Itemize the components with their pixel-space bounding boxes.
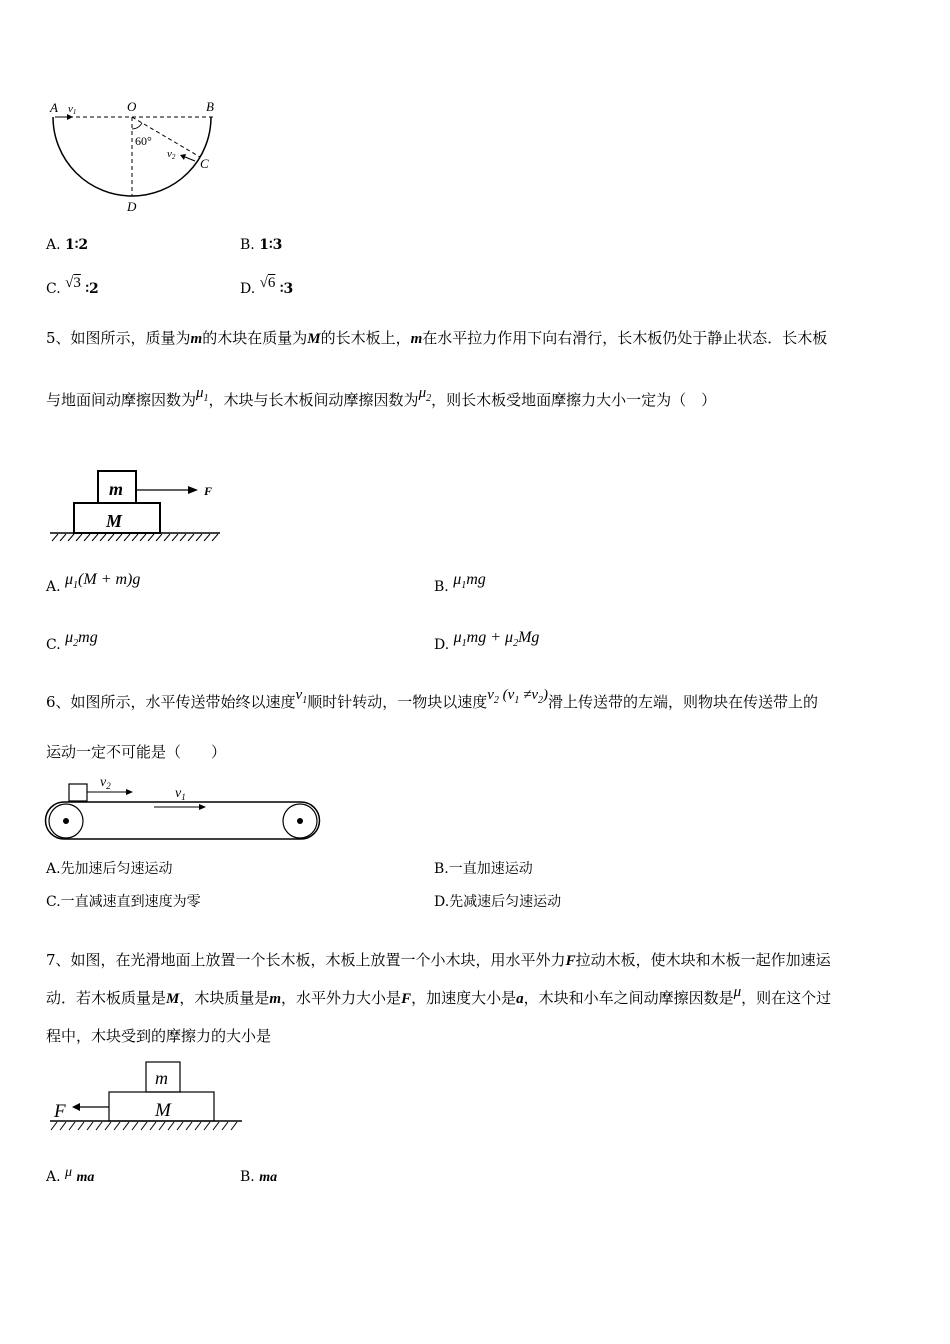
q5-label-F: F — [204, 484, 213, 498]
q5-ground-hatch — [52, 534, 218, 541]
q4-label-B: B — [206, 99, 214, 114]
q5-label-M: M — [106, 511, 123, 531]
q5-stem-line1: 5、如图所示，质量为m的木块在质量为M的长木板上，m在水平拉力作用下向右滑行，长木板仍处于静止状态．长木板 — [46, 329, 828, 347]
q4-v2-arrow — [185, 157, 195, 161]
q4-label-v1: v1 — [68, 103, 77, 116]
q4-label-C: C — [200, 156, 209, 171]
q5-option-d[interactable]: D. $\mu_1mg + \mu_2Mg$ — [434, 629, 540, 653]
q5-option-a[interactable]: A. $\mu_1(M + m)g$ — [46, 571, 141, 595]
q7-stem-line2: 动．若木板质量是M，木块质量是m，水平外力大小是F，加速度大小是a，木块和小车之间动摩擦因数是μ，则在这个过 — [46, 984, 832, 1007]
q5-option-c[interactable]: C. $\mu_2mg$ — [46, 629, 98, 653]
q4-option-a[interactable]: A. 1∶2 — [46, 237, 89, 253]
q7-stem-line1: 7、如图，在光滑地面上放置一个长木板，木板上放置一个小木块，用水平外力F拉动木板，使木块和木板一起作加速运 — [46, 951, 831, 969]
q4-label-O: O — [127, 99, 137, 114]
q4-angle-arc — [132, 123, 142, 129]
q5-label-m: m — [109, 479, 124, 499]
q4-option-c[interactable]: C. √3 ∶2 — [46, 275, 99, 297]
q4-label-D: D — [127, 199, 137, 214]
q6-option-c[interactable]: C.一直减速直到速度为零 — [46, 894, 201, 910]
q7-option-b[interactable]: B. ma — [240, 1169, 278, 1185]
q5-stem-line2: 与地面间动摩擦因数为$\mu_1$，木块与长木板间动摩擦因数为$\mu_2$，则长木板受地面摩擦力大小一定为（ ） — [46, 385, 717, 409]
q7-label-M: M — [155, 1100, 171, 1121]
q6-option-d[interactable]: D.先减速后匀速运动 — [434, 894, 562, 910]
q7-ground-hatch — [51, 1122, 237, 1130]
q5-option-b[interactable]: B. $\mu_1mg$ — [434, 571, 486, 595]
q6-label-v1: $v_1$ — [175, 786, 186, 802]
q6-figure — [44, 770, 324, 845]
q7-label-F: F — [54, 1101, 66, 1122]
q6-stem-line2: 运动一定不可能是（ ） — [46, 743, 227, 761]
q4-label-angle: 60° — [135, 134, 152, 148]
q7-stem-line3: 程中，木块受到的摩擦力的大小是 — [46, 1027, 272, 1045]
q4-option-d[interactable]: D. √6 ∶3 — [240, 275, 294, 297]
q6-stem-line1: 6、如图所示，水平传送带始终以速度$v_1$顺时针转动，一物块以速度$v_2$ $(v_1 \ne v_2)$滑上传送带的左端，则物块在传送带上的 — [46, 687, 818, 711]
q7-option-a[interactable]: A. μ ma — [46, 1165, 95, 1185]
q6-option-b[interactable]: B.一直加速运动 — [434, 861, 533, 877]
q7-label-m: m — [155, 1068, 168, 1088]
q7-figure — [46, 1060, 246, 1135]
q6-option-a[interactable]: A.先加速后匀速运动 — [46, 861, 173, 877]
q4-option-b[interactable]: B. 1∶3 — [240, 237, 283, 253]
q4-label-A: A — [50, 100, 58, 115]
q4-label-v2: v2 — [167, 148, 176, 161]
q4-figure — [40, 95, 230, 220]
q6-block — [69, 784, 87, 801]
q6-label-v2: $v_2$ — [100, 775, 111, 791]
q5-figure — [48, 465, 228, 545]
